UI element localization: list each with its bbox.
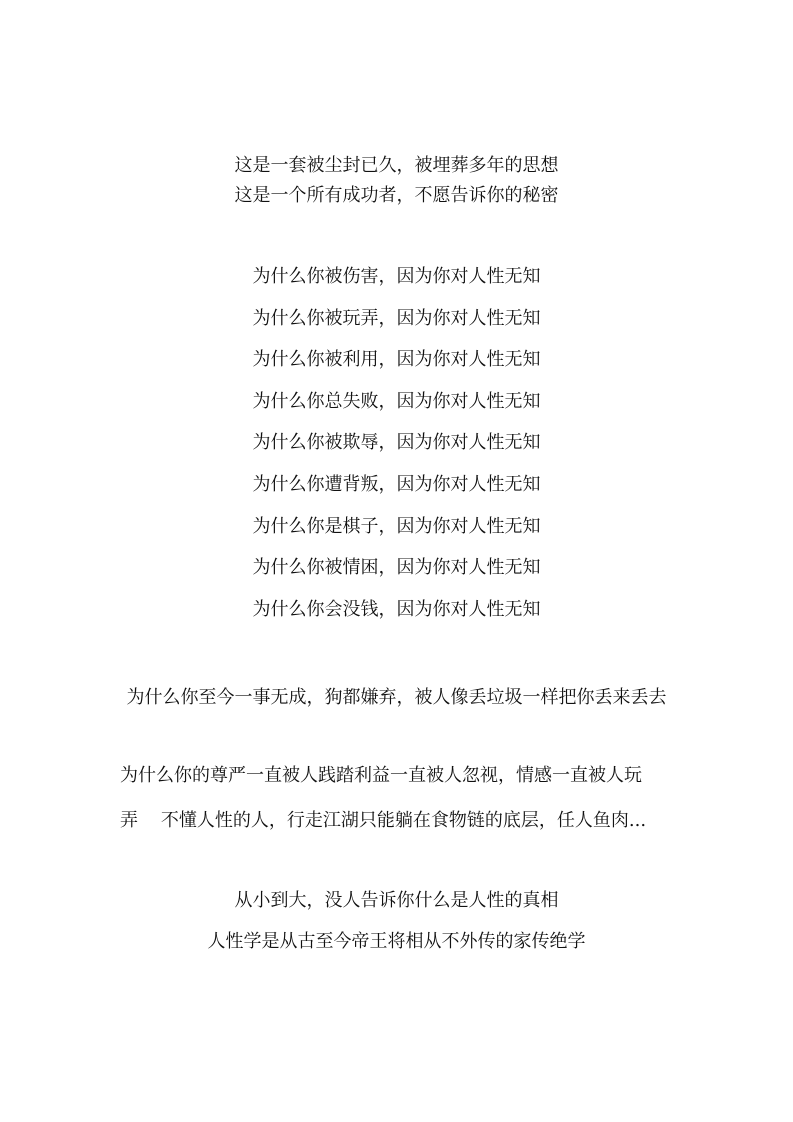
statement-line: 为什么你至今一事无成，狗都嫌弃，被人像丢垃圾一样把你丢来丢去: [126, 687, 667, 708]
question-line: 为什么你会没钱，因为你对人性无知: [252, 599, 541, 620]
question-line: 为什么你是棋子，因为你对人性无知: [252, 516, 541, 537]
question-line: 为什么你被伤害，因为你对人性无知: [252, 266, 541, 287]
closing-line-2: 人性学是从古至今帝王将相从不外传的家传绝学: [207, 931, 586, 952]
closing-line-1: 从小到大，没人告诉你什么是人性的真相: [234, 890, 559, 911]
question-line: 为什么你被玩弄，因为你对人性无知: [252, 308, 541, 329]
intro-line-2: 这是一个所有成功者，不愿告诉你的秘密: [234, 185, 559, 206]
question-line: 为什么你被情困，因为你对人性无知: [252, 557, 541, 578]
intro-line-1: 这是一套被尘封已久，被埋葬多年的思想: [234, 155, 559, 176]
question-line: 为什么你被欺辱，因为你对人性无知: [252, 432, 541, 453]
question-line: 为什么你被利用，因为你对人性无知: [252, 349, 541, 370]
question-line: 为什么你遭背叛，因为你对人性无知: [252, 474, 541, 495]
question-line: 为什么你总失败，因为你对人性无知: [252, 391, 541, 412]
statement-paragraph-line-2: 弄 不懂人性的人，行走江湖只能躺在食物链的底层，任人鱼肉...: [120, 810, 647, 831]
statement-paragraph-line-1: 为什么你的尊严一直被人践踏利益一直被人忽视，情感一直被人玩: [120, 765, 642, 786]
